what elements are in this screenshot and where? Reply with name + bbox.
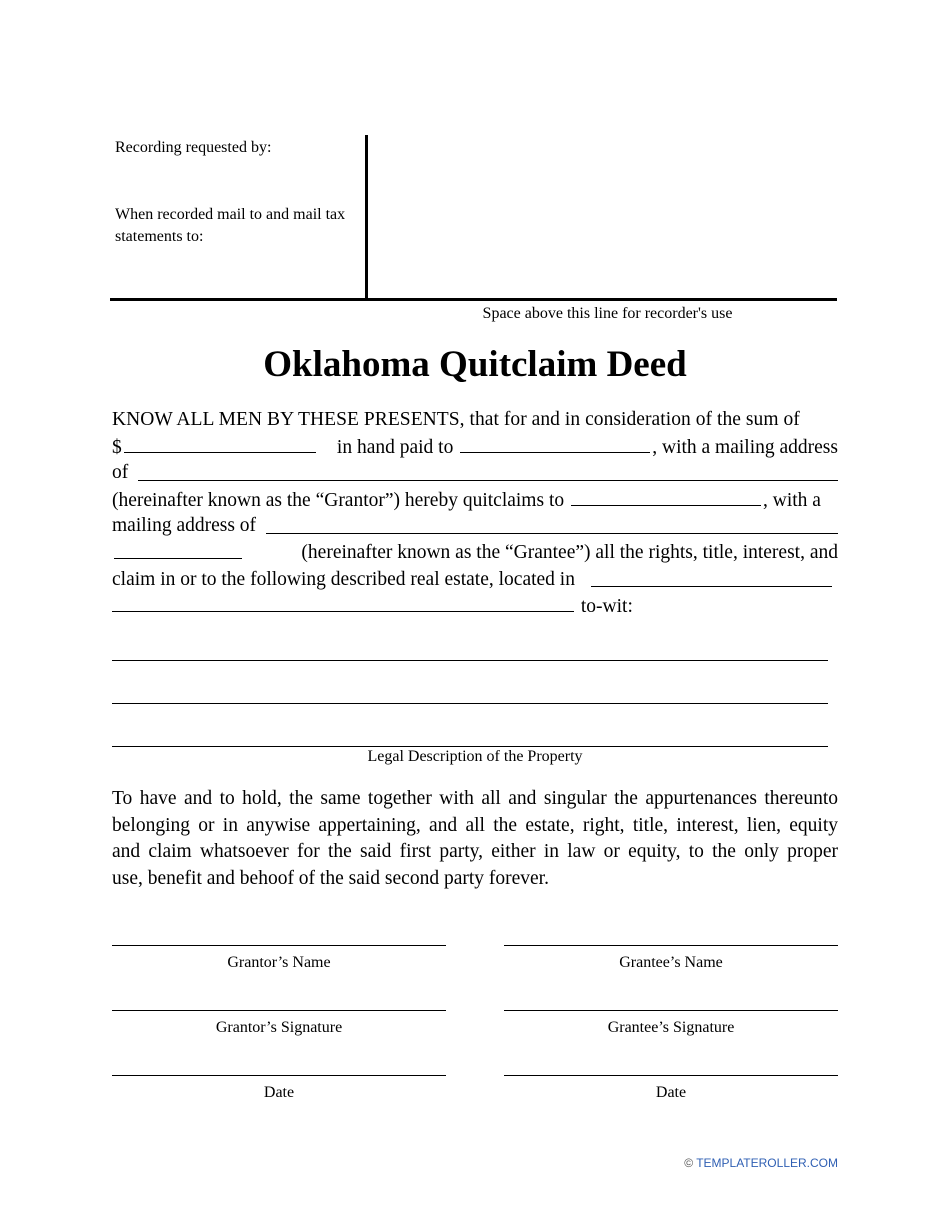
legal-description-line[interactable] (112, 683, 828, 704)
paragraph-text: claim in or to the following described real estate, located in (112, 568, 575, 590)
grantee-signature-line[interactable] (504, 1010, 838, 1011)
grantee-name-block (504, 945, 838, 972)
county-blank[interactable] (591, 567, 832, 588)
paragraph-line (112, 540, 838, 567)
paragraph-text: of (112, 462, 129, 484)
grantee-name-blank[interactable] (571, 487, 761, 506)
grantor-date-block (112, 1075, 446, 1102)
paragraph-text: KNOW ALL MEN BY THESE PRESENTS, that for and in consideration of the sum of (112, 409, 800, 430)
copyright-icon: © (684, 1156, 694, 1170)
grantee-signature-block (504, 1010, 838, 1037)
recorder-use-note: Space above this line for recorder's use (482, 305, 733, 322)
legal-description-line[interactable] (112, 640, 828, 661)
paragraph-text: , with a (762, 489, 821, 511)
paragraph-line (112, 407, 838, 434)
grantee-date-line[interactable] (504, 1075, 838, 1076)
grantor-date-label: Date (263, 1084, 295, 1101)
paragraph-line: belonging or in anywise appertaining, and all the estate, right, title, interest, lien, equity (112, 814, 838, 836)
grantor-signature-block (112, 1010, 446, 1037)
paragraph-line (112, 434, 838, 461)
grantee-name-label: Grantee’s Name (619, 954, 723, 971)
recording-requested-label: Recording requested by: (115, 139, 272, 156)
paragraph-line: use, benefit and behoof of the said second party forever. (112, 867, 549, 889)
habendum-paragraph (112, 786, 838, 892)
grantee-signature-label: Grantee’s Signature (607, 1019, 735, 1036)
location-continued-blank[interactable] (112, 593, 574, 612)
mail-to-label: When recorded mail to and mail tax statements to: (115, 206, 346, 245)
paragraph-text: to-wit: (580, 596, 633, 618)
grantee-name-line[interactable] (504, 945, 838, 946)
legal-description-caption: Legal Description of the Property (367, 748, 583, 765)
paragraph-line (112, 487, 838, 514)
grantor-name-block (112, 945, 446, 972)
grantor-name-blank[interactable] (460, 434, 650, 453)
templateroller-link[interactable]: TEMPLATEROLLER.COM (696, 1156, 838, 1170)
grantor-signature-label: Grantor’s Signature (215, 1019, 343, 1036)
paragraph-text: (hereinafter known as the “Grantee”) all the rights, title, interest, and (301, 541, 838, 563)
recording-info-panel (110, 135, 368, 298)
paragraph-line (112, 460, 838, 487)
grantor-signature-line[interactable] (112, 1010, 446, 1011)
grantor-date-line[interactable] (112, 1075, 446, 1076)
amount-blank[interactable] (124, 434, 316, 453)
grantee-address-continued-blank[interactable] (114, 540, 242, 559)
paragraph-text: (hereinafter known as the “Grantor”) hereby quitclaims to (112, 489, 565, 511)
dollar-sign: $ (112, 436, 122, 458)
grantor-name-line[interactable] (112, 945, 446, 946)
paragraph-text: mailing address of (112, 515, 257, 537)
grantee-date-block (504, 1075, 838, 1102)
legal-description-line[interactable] (112, 726, 828, 747)
grantor-address-blank[interactable] (138, 460, 838, 481)
grantee-address-blank[interactable] (266, 513, 838, 534)
paragraph-line: To have and to hold, the same together with all and singular the appurtenances thereunto (112, 788, 838, 809)
paragraph-line: and claim whatsoever for the said first party, either in law or equity, to the only proper (112, 841, 838, 863)
grantor-name-label: Grantor’s Name (227, 954, 331, 971)
consideration-paragraph (112, 407, 838, 620)
paragraph-line (112, 513, 838, 540)
document-title: Oklahoma Quitclaim Deed (263, 344, 687, 385)
paragraph-text: , with a mailing address (652, 436, 838, 458)
templateroller-footer[interactable] (684, 1156, 838, 1170)
paragraph-text: in hand paid to (336, 436, 454, 458)
paragraph-line (112, 567, 832, 594)
paragraph-line (112, 593, 838, 620)
grantee-date-label: Date (655, 1084, 687, 1101)
recording-box (110, 135, 837, 301)
